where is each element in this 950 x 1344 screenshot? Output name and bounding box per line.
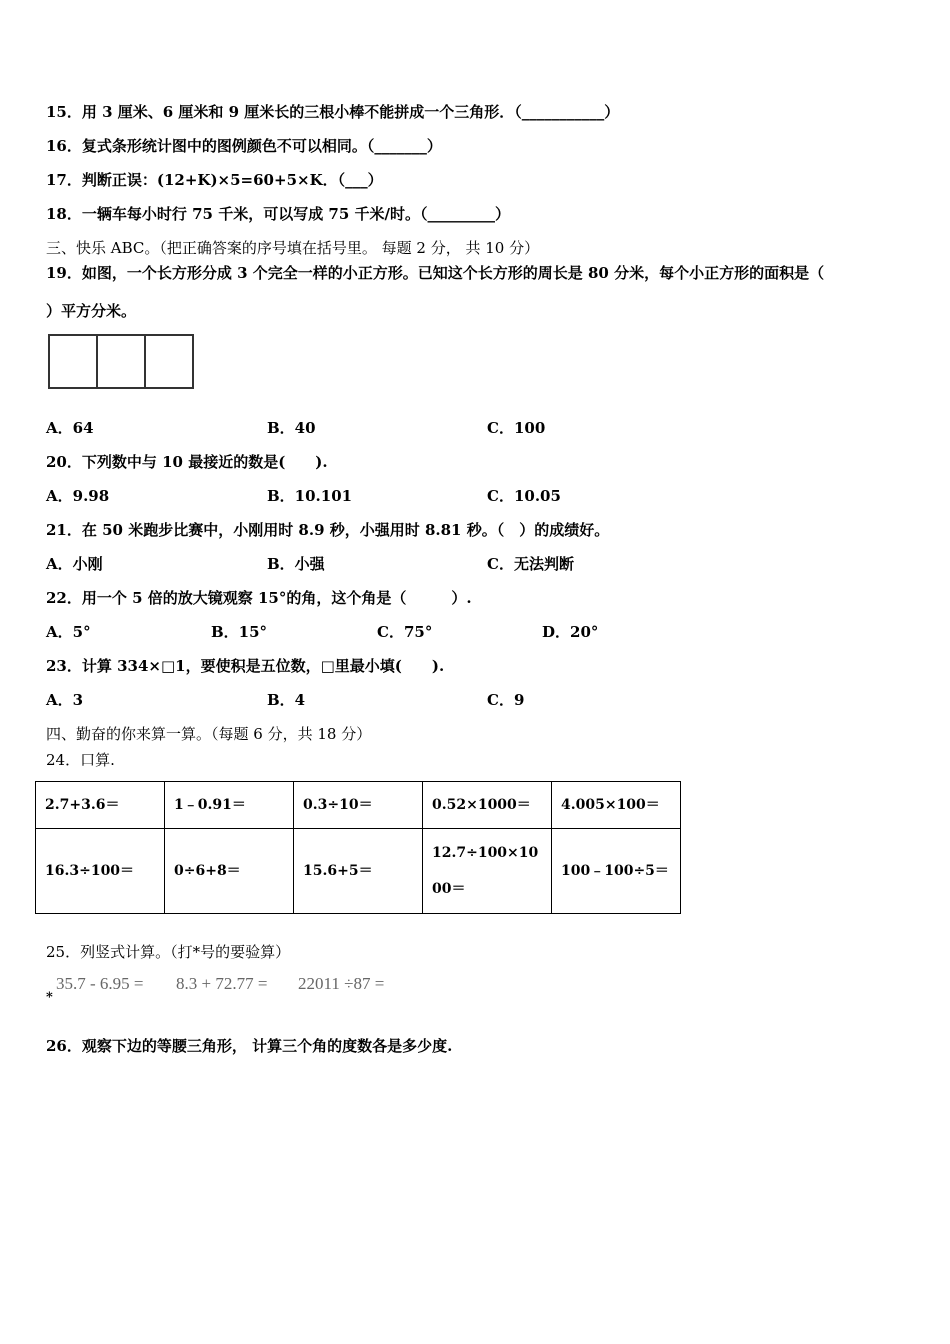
table-cell: 15.6+5＝ bbox=[294, 829, 423, 914]
q20-option-a: A．9.98 bbox=[46, 487, 110, 505]
table-cell: 2.7+3.6＝ bbox=[36, 782, 165, 829]
q19-option-a: A．64 bbox=[46, 419, 94, 437]
section-3-heading: 三、快乐 ABC。（把正确答案的序号填在括号里。 每题 2 分， 共 10 分） bbox=[46, 239, 540, 257]
question-26: 26．观察下边的等腰三角形， 计算三个角的度数各是多少度. bbox=[46, 1037, 453, 1055]
q22-option-c: C．75° bbox=[377, 623, 433, 641]
q23-option-b: B．4 bbox=[267, 691, 306, 709]
q23-option-c: C．9 bbox=[487, 691, 525, 709]
question-16: 16．复式条形统计图中的图例颜色不可以相同。（_______） bbox=[46, 137, 442, 155]
q20-option-b: B．10.101 bbox=[267, 487, 353, 505]
vertical-calc-3: 22011 ÷87 = bbox=[298, 974, 385, 993]
table-cell: 1﹣0.91＝ bbox=[165, 782, 294, 829]
q21-option-a: A．小刚 bbox=[46, 555, 103, 573]
q23-option-a: A．3 bbox=[46, 691, 84, 709]
q22-option-d: D．20° bbox=[542, 623, 599, 641]
table-cell: 12.7÷100×1000＝ bbox=[423, 829, 552, 914]
verify-star: * bbox=[46, 990, 53, 1005]
question-17: 17．判断正误：(12+K)×5=60+5×K．（___） bbox=[46, 171, 383, 189]
vertical-calc-1: 35.7 - 6.95 = bbox=[56, 974, 144, 993]
section-4-heading: 四、勤奋的你来算一算。（每题 6 分，共 18 分） bbox=[46, 725, 372, 743]
question-25: 25．列竖式计算。（打*号的要验算） bbox=[46, 943, 291, 961]
table-cell: 0.52×1000＝ bbox=[423, 782, 552, 829]
table-cell: 16.3÷100＝ bbox=[36, 829, 165, 914]
question-20: 20．下列数中与 10 最接近的数是( ). bbox=[46, 453, 328, 471]
question-22: 22．用一个 5 倍的放大镜观察 15°的角，这个角是（ ）. bbox=[46, 589, 472, 607]
question-15: 15．用 3 厘米、6 厘米和 9 厘米长的三根小棒不能拼成一个三角形．（___________） bbox=[46, 103, 620, 121]
q19-option-b: B．40 bbox=[267, 419, 316, 437]
question-21: 21．在 50 米跑步比赛中，小刚用时 8.9 秒，小强用时 8.81 秒。（ ）的成绩好。 bbox=[46, 521, 610, 539]
q22-option-b: B．15° bbox=[211, 623, 268, 641]
q21-option-c: C．无法判断 bbox=[487, 555, 574, 573]
q22-option-a: A．5° bbox=[46, 623, 91, 641]
table-cell: 0÷6+8＝ bbox=[165, 829, 294, 914]
question-24: 24．口算. bbox=[46, 751, 115, 769]
q21-option-b: B．小强 bbox=[267, 555, 325, 573]
mental-math-table bbox=[35, 781, 681, 914]
three-squares-figure bbox=[48, 334, 194, 389]
question-23: 23．计算 334×□1，要使积是五位数，□里最小填( ). bbox=[46, 657, 445, 675]
table-row bbox=[36, 829, 681, 914]
table-cell: 4.005×100＝ bbox=[552, 782, 681, 829]
table-cell: 100﹣100÷5＝ bbox=[552, 829, 681, 914]
question-18: 18．一辆车每小时行 75 千米，可以写成 75 千米/时。（_________） bbox=[46, 205, 510, 223]
question-19-line2: ）平方分米。 bbox=[46, 302, 137, 320]
q20-option-c: C．10.05 bbox=[487, 487, 561, 505]
question-19-line1: 19．如图，一个长方形分成 3 个完全一样的小正方形。已知这个长方形的周长是 80 分米，每个小正方形的面积是（ bbox=[46, 264, 825, 282]
q19-option-c: C．100 bbox=[487, 419, 546, 437]
table-row bbox=[36, 782, 681, 829]
vertical-calc-2: 8.3 + 72.77 = bbox=[176, 974, 268, 993]
table-cell: 0.3÷10＝ bbox=[294, 782, 423, 829]
